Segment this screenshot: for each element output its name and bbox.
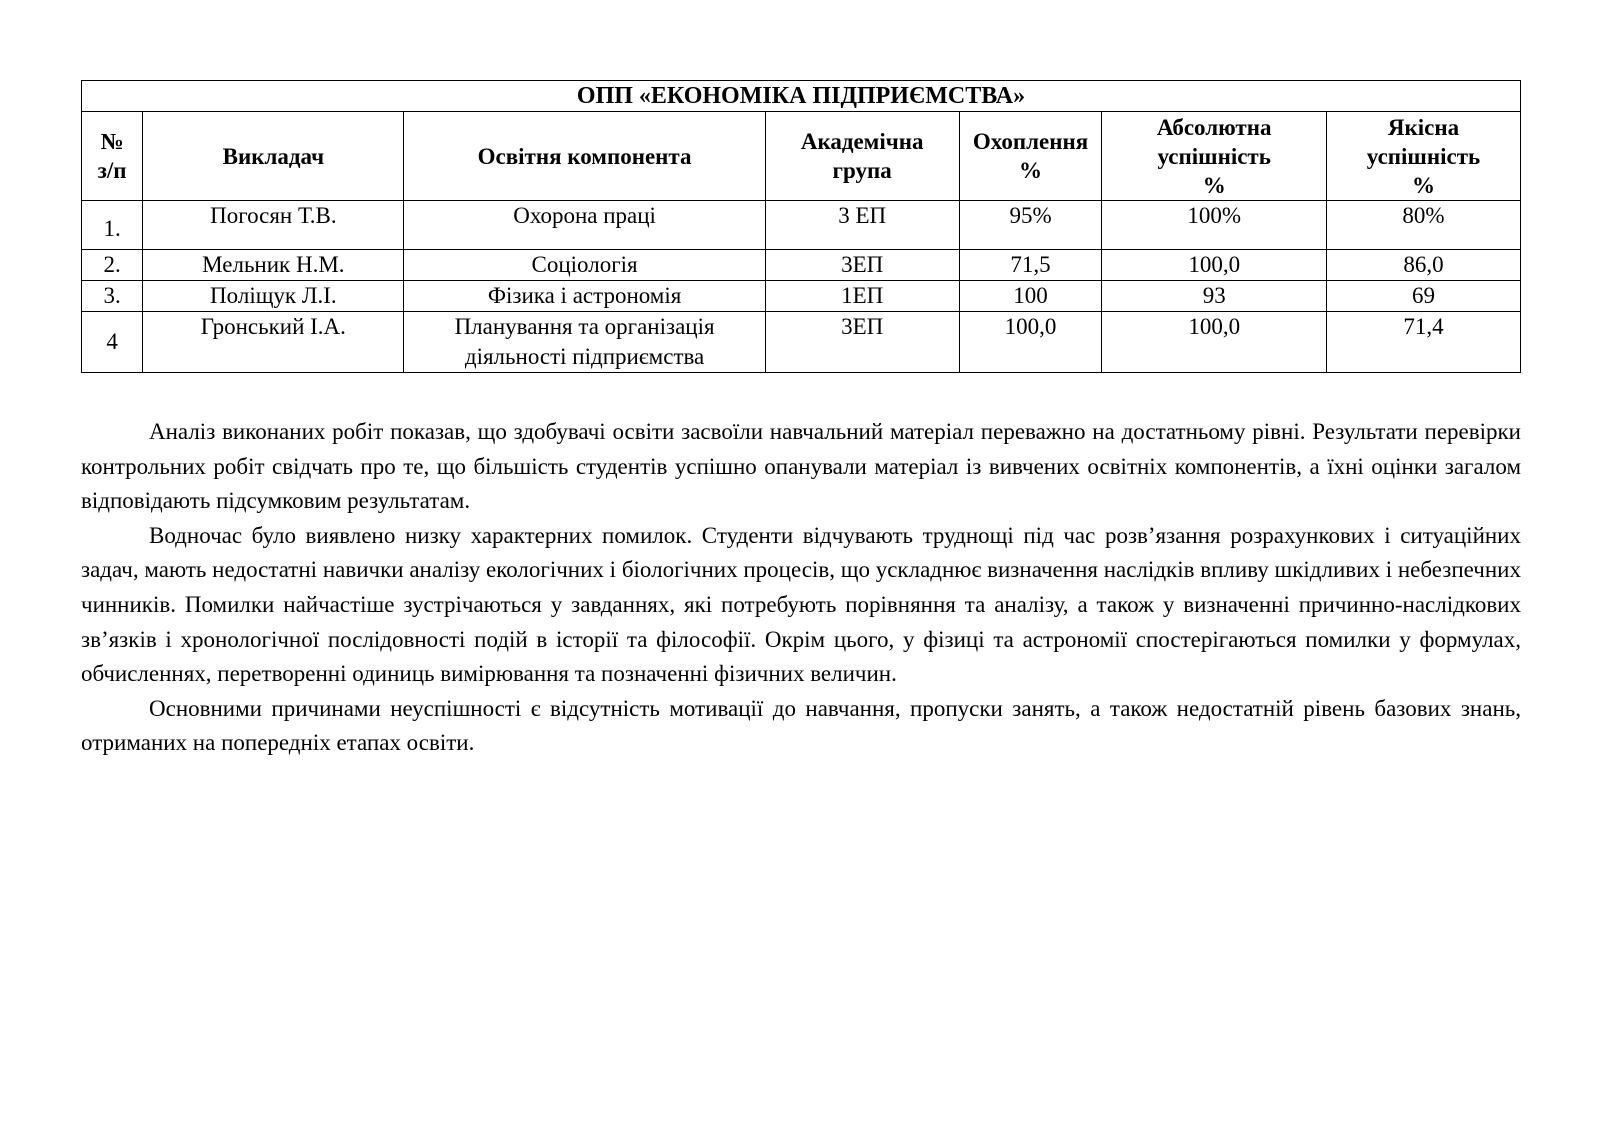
header-group-line2: група — [832, 158, 892, 183]
cell-teacher: Гронський І.А. — [143, 312, 404, 373]
header-absolute-line3: % — [1202, 172, 1226, 198]
results-table — [81, 80, 1521, 373]
paragraph-reasons: Основними причинами неуспішності є відсутність мотивації до навчання, пропуски занять, а також недостатній рівень базових знань, отриманих на попередніх етапах освіти. — [81, 695, 1521, 756]
cell-quality: 71,4 — [1326, 312, 1520, 373]
cell-coverage: 100 — [959, 281, 1102, 312]
header-absolute — [1102, 112, 1327, 201]
cell-quality: 69 — [1326, 281, 1520, 312]
cell-num: 3. — [82, 281, 143, 312]
header-component: Освітня компонента — [404, 112, 765, 201]
cell-coverage: 95% — [959, 201, 1102, 250]
table-row — [82, 201, 1521, 250]
table-title: ОПП «ЕКОНОМІКА ПІДПРИЄМСТВА» — [82, 81, 1521, 112]
cell-absolute: 100% — [1102, 201, 1327, 250]
header-coverage-line1: Охоплення — [972, 129, 1089, 154]
cell-coverage: 71,5 — [959, 250, 1102, 281]
header-coverage — [959, 112, 1102, 201]
cell-group: 3 ЕП — [765, 201, 959, 250]
paragraph-errors: Водночас було виявлено низку характерних помилок. Студенти відчувають труднощі під час розв’язання розрахункових і ситуаційних задач, мають недостатні навички аналізу екологічних і біологічних процесів, що ускладнює визначення наслідків впливу шкідливих і небезпечних чинників. Помилки найчастіше зустрічаються у завданнях, які потребують порівняння та аналізу, а також у визначенні причинно-наслідкових зв’язків і хронологічної послідовності подій в історії та філософії. Окрім цього, у фізиці та астрономії спостерігаються помилки у формулах, обчисленнях, перетворенні одиниць вимірювання та позначенні фізичних величин. — [81, 522, 1521, 687]
cell-teacher: Поліщук Л.І. — [143, 281, 404, 312]
header-absolute-line2: успішність — [1157, 143, 1271, 169]
header-num-line2: з/п — [97, 158, 127, 183]
cell-absolute: 100,0 — [1102, 250, 1327, 281]
cell-component-line1: Планування та організація — [454, 314, 715, 339]
cell-absolute: 93 — [1102, 281, 1327, 312]
cell-component: Охорона праці — [404, 201, 765, 250]
header-absolute-line1: Абсолютна — [1156, 114, 1272, 140]
cell-num: 1. — [82, 201, 143, 250]
header-num — [82, 112, 143, 201]
header-quality — [1326, 112, 1520, 201]
cell-quality: 86,0 — [1326, 250, 1520, 281]
cell-quality: 80% — [1326, 201, 1520, 250]
cell-num: 2. — [82, 250, 143, 281]
header-teacher: Викладач — [143, 112, 404, 201]
paragraph-analysis: Аналіз виконаних робіт показав, що здобувачі освіти засвоїли навчальний матеріал переважно на достатньому рівні. Результати перевірки контрольних робіт свідчать про те, що більшість студентів успішно опанували матеріал із вивчених освітніх компонентів, а їхні оцінки загалом відповідають підсумковим результатам. — [81, 419, 1521, 514]
cell-absolute: 100,0 — [1102, 312, 1327, 373]
table-title-row — [82, 81, 1521, 112]
cell-group: 3ЕП — [765, 250, 959, 281]
table-row — [82, 312, 1521, 373]
cell-coverage: 100,0 — [959, 312, 1102, 373]
table-row — [82, 281, 1521, 312]
header-group-line1: Академічна — [800, 129, 924, 154]
cell-group: 3ЕП — [765, 312, 959, 373]
cell-group: 1ЕП — [765, 281, 959, 312]
header-group — [765, 112, 959, 201]
header-quality-line3: % — [1411, 172, 1435, 198]
document-page — [81, 80, 1521, 761]
table-row — [82, 250, 1521, 281]
cell-num: 4 — [82, 312, 143, 373]
header-quality-line2: успішність — [1366, 143, 1481, 169]
cell-component-line2: діяльності підприємства — [464, 344, 705, 369]
cell-teacher: Погосян Т.В. — [143, 201, 404, 250]
table-header-row — [82, 112, 1521, 201]
header-coverage-line2: % — [1019, 158, 1043, 183]
cell-teacher: Мельник Н.М. — [143, 250, 404, 281]
cell-component: Соціологія — [404, 250, 765, 281]
header-quality-line1: Якісна — [1387, 114, 1460, 140]
cell-component — [404, 312, 765, 373]
cell-component: Фізика і астрономія — [404, 281, 765, 312]
analysis-text — [81, 415, 1521, 761]
header-num-line1: № — [100, 129, 124, 154]
